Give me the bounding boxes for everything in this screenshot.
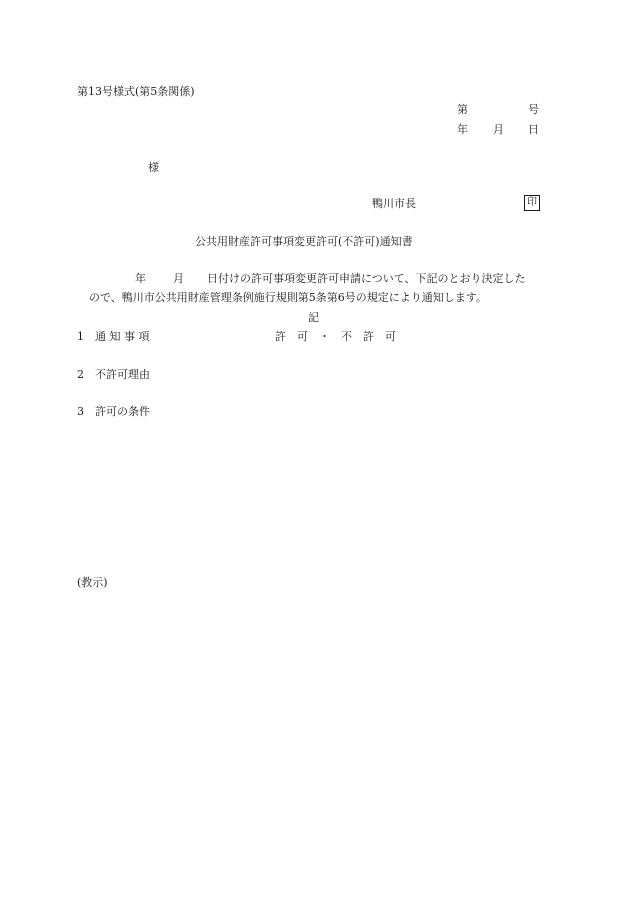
seal-mark: 印 — [524, 195, 540, 211]
document-number-suffix: 号 — [528, 103, 539, 116]
issuer-name: 鴨川市長 — [372, 197, 416, 210]
item-notification-label: 1 通 知 事 項 — [77, 330, 150, 343]
issue-date-month: 月 — [493, 123, 504, 136]
item-reason-label: 2 不許可理由 — [77, 368, 150, 381]
body-date-month: 月 — [173, 272, 184, 285]
notice-heading: (教示) — [77, 576, 108, 589]
issue-date-day: 日 — [528, 123, 539, 136]
item-notification-value: 許 可 ・ 不 許 可 — [275, 330, 396, 343]
addressee-honorific: 様 — [148, 161, 159, 174]
body-line-2: ので、鴨川市公共用財産管理条例施行規則第5条第6号の規定により通知します。 — [89, 291, 487, 304]
body-line-1-text: 日付けの許可事項変更許可申請について、下記のとおり決定した — [207, 272, 526, 285]
issue-date-year: 年 — [457, 123, 468, 136]
document-title: 公共用財産許可事項変更許可(不許可)通知書 — [195, 235, 413, 248]
document-number-prefix: 第 — [457, 103, 468, 116]
item-conditions-label: 3 許可の条件 — [77, 405, 150, 418]
ki-heading: 記 — [308, 311, 319, 324]
body-date-year: 年 — [135, 272, 146, 285]
form-number: 第13号様式(第5条関係) — [77, 85, 195, 98]
